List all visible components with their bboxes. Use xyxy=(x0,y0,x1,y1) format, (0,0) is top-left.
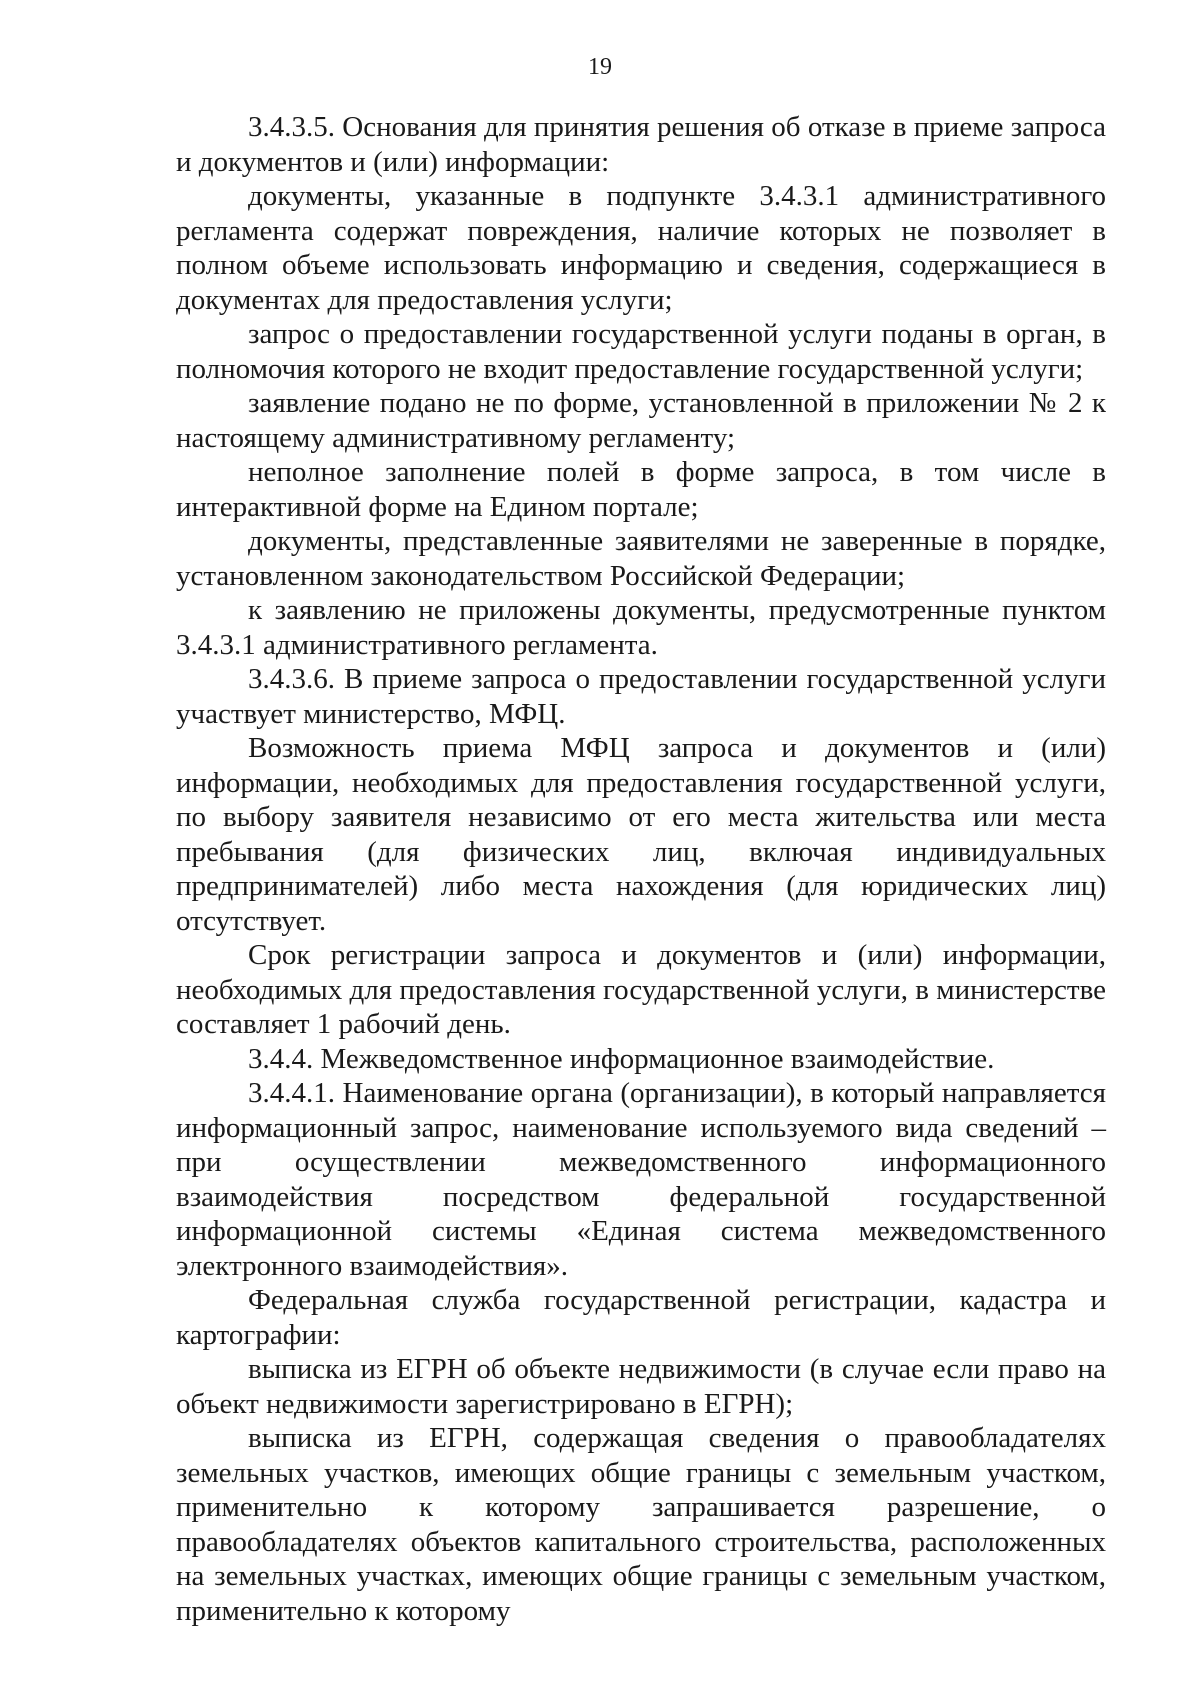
paragraph: выписка из ЕГРН, содержащая сведения о правообладателях земельных участков, имеющих общие границы с земельным участком, применительно к которому запрашивается разрешение, о правообладателях объектов капитального строительства, расположенных на земельных участках, имеющих общие границы с земельным участком, применительно к которому xyxy=(176,1422,1106,1627)
paragraph: Возможность приема МФЦ запроса и документов и (или) информации, необходимых для предоставления государственной услуги, по выбору заявителя независимо от его места жительства или места пребывания (для физических лиц, включая индивидуальных предпринимателей) либо места нахождения (для юридических лиц) отсутствует. xyxy=(176,732,1106,937)
paragraph: 3.4.3.6. В приеме запроса о предоставлении государственной услуги участвует министерство, МФЦ. xyxy=(176,663,1106,730)
paragraph: Срок регистрации запроса и документов и (или) информации, необходимых для предоставления государственной услуги, в министерстве составляет 1 рабочий день. xyxy=(176,939,1106,1040)
paragraph: запрос о предоставлении государственной услуги поданы в орган, в полномочия которого не входит предоставление государственной услуги; xyxy=(176,318,1106,385)
paragraph: документы, указанные в подпункте 3.4.3.1 административного регламента содержат повреждения, наличие которых не позволяет в полном объеме использовать информацию и сведения, содержащиеся в документах для предоставления услуги; xyxy=(176,180,1106,316)
document-body xyxy=(176,110,1106,1628)
paragraph: неполное заполнение полей в форме запроса, в том числе в интерактивной форме на Едином портале; xyxy=(176,456,1106,523)
paragraph: 3.4.4. Межведомственное информационное взаимодействие. xyxy=(248,1042,995,1075)
page-number: 19 xyxy=(588,54,612,80)
paragraph: выписка из ЕГРН об объекте недвижимости (в случае если право на объект недвижимости зарегистрировано в ЕГРН); xyxy=(176,1353,1106,1420)
paragraph: заявление подано не по форме, установленной в приложении № 2 к настоящему административному регламенту; xyxy=(176,387,1106,454)
paragraph: Федеральная служба государственной регистрации, кадастра и картографии: xyxy=(176,1284,1106,1351)
paragraph: к заявлению не приложены документы, предусмотренные пунктом 3.4.3.1 административного регламента. xyxy=(176,594,1106,661)
paragraph: документы, представленные заявителями не заверенные в порядке, установленном законодательством Российской Федерации; xyxy=(176,525,1106,592)
paragraph: 3.4.4.1. Наименование органа (организации), в который направляется информационный запрос, наименование используемого вида сведений – при осуществлении межведомственного информационного взаимодействия посредством федеральной государственной информационной системы «Единая система межведомственного электронного взаимодействия». xyxy=(176,1077,1106,1282)
paragraph: 3.4.3.5. Основания для принятия решения об отказе в приеме запроса и документов и (или) информации: xyxy=(176,111,1106,178)
